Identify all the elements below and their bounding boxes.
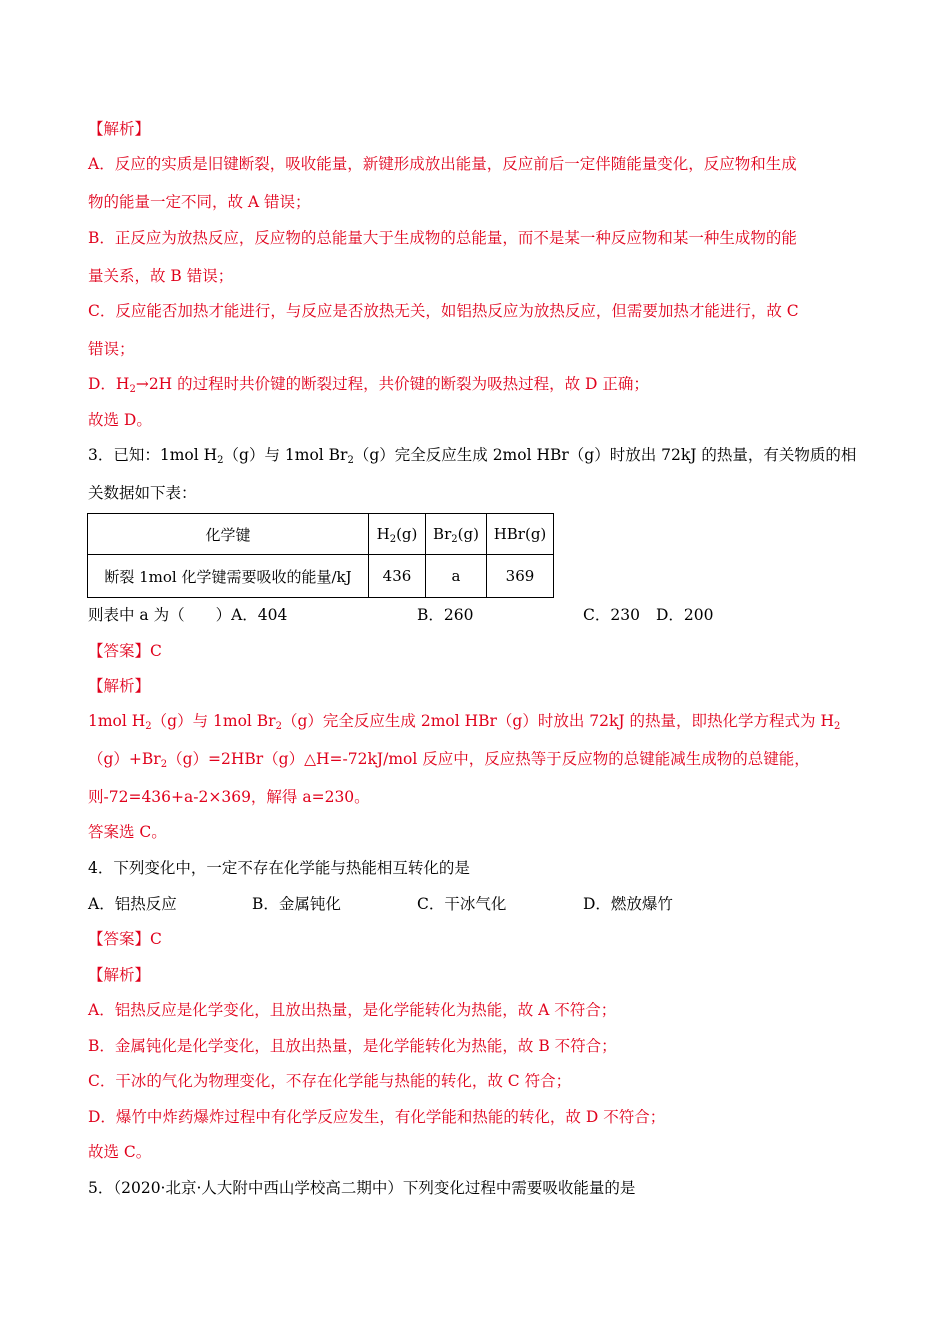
q4-conclusion: 故选 C。 bbox=[88, 1143, 152, 1161]
q3-analysis-tag: 【解析】 bbox=[88, 677, 151, 695]
q3-option-c: C．230 bbox=[583, 606, 640, 624]
q2-option-d: D．$H_2\to 2H$ 的过程时共价键的断裂过程，共价键的断裂为吸热过程，故 D 正确； bbox=[88, 375, 649, 395]
q3-conclusion: 答案选 C。 bbox=[88, 823, 167, 841]
header-bond: 化学键 bbox=[88, 514, 369, 555]
q4-answer: 【答案】C bbox=[88, 930, 162, 948]
q4-analysis-tag: 【解析】 bbox=[88, 966, 151, 984]
q3-analysis-line2: $(g)+Br_2(g)=2HBr(g)\triangle H=-72kJ$/mol 反应中，反应热等于反应物的总键能减生成物的总键能， bbox=[88, 750, 810, 770]
cell-hbr: 369 bbox=[487, 555, 554, 598]
q5-stem: 5．（2020·北京·人大附中西山学校高二期中）下列变化过程中需要吸收能量的是 bbox=[88, 1179, 636, 1197]
q3-option-d: D．200 bbox=[656, 606, 714, 624]
q2-option-c-line1: C．反应能否加热才能进行，与反应是否放热无关，如铝热反应为放热反应，但需要加热才能进行，故 C bbox=[88, 302, 799, 320]
row-label: 断裂 1mol 化学键需要吸收的能量/kJ bbox=[88, 555, 369, 598]
q4-analysis-d: D．爆竹中炸药爆炸过程中有化学反应发生，有化学能和热能的转化，故 D 不符合； bbox=[88, 1108, 666, 1126]
q3-option-b: B．260 bbox=[417, 606, 474, 624]
q3-analysis-line3: 则-72=436+a-2×369，解得 a=230。 bbox=[88, 788, 370, 806]
cell-h2: 436 bbox=[369, 555, 426, 598]
q3-answer: 【答案】C bbox=[88, 642, 162, 660]
header-hbr: HBr(g) bbox=[487, 514, 554, 555]
q4-option-a: A．铝热反应 bbox=[88, 895, 177, 913]
q4-option-c: C．干冰气化 bbox=[417, 895, 507, 913]
table-header-row bbox=[88, 514, 554, 555]
q4-analysis-c: C．干冰的气化为物理变化，不存在化学能与热能的转化，故 C 符合； bbox=[88, 1072, 572, 1090]
q2-option-b-line2: 量关系，故 B 错误； bbox=[88, 267, 234, 285]
q3-stem-line2: 关数据如下表： bbox=[88, 484, 197, 502]
q4-analysis-a: A．铝热反应是化学变化，且放出热量，是化学能转化为热能，故 A 不符合； bbox=[88, 1001, 617, 1019]
q3-question: 则表中 a 为（ ）A．404 bbox=[88, 606, 288, 624]
q2-option-c-line2: 错误； bbox=[88, 340, 135, 358]
q2-conclusion: 故选 D。 bbox=[88, 411, 152, 429]
header-br2: $Br_2(g)$ bbox=[426, 514, 487, 555]
bond-energy-table bbox=[87, 513, 554, 598]
q2-option-a-line2: 物的能量一定不同，故 A 错误； bbox=[88, 193, 311, 211]
cell-br2: a bbox=[426, 555, 487, 598]
q3-analysis-line1: 1mol $H_2(g)$与 1mol $Br_2(g)$完全反应生成 2mol HBr（g）时放出 72kJ 的热量，即热化学方程式为 $H_2$ bbox=[88, 712, 841, 732]
q4-stem: 4．下列变化中，一定不存在化学能与热能相互转化的是 bbox=[88, 859, 470, 877]
q4-analysis-b: B．金属钝化是化学变化，且放出热量，是化学能转化为热能，故 B 不符合； bbox=[88, 1037, 617, 1055]
header-h2: $H_2(g)$ bbox=[369, 514, 426, 555]
q2-option-a-line1: A．反应的实质是旧键断裂，吸收能量，新键形成放出能量，反应前后一定伴随能量变化，反应物和生成 bbox=[88, 155, 797, 173]
table-row bbox=[88, 555, 554, 598]
q3-stem-line1: 3．已知：1mol $H_2(g)$与 1mol $Br_2(g)$完全反应生成 2mol HBr（g）时放出 72kJ 的热量，有关物质的相 bbox=[88, 446, 857, 466]
q2-analysis-tag: 【解析】 bbox=[88, 120, 151, 138]
q4-option-d: D．燃放爆竹 bbox=[583, 895, 673, 913]
q2-option-b-line1: B．正反应为放热反应，反应物的总能量大于生成物的总能量，而不是某一种反应物和某一种生成物的能 bbox=[88, 229, 797, 247]
q4-option-b: B．金属钝化 bbox=[252, 895, 341, 913]
